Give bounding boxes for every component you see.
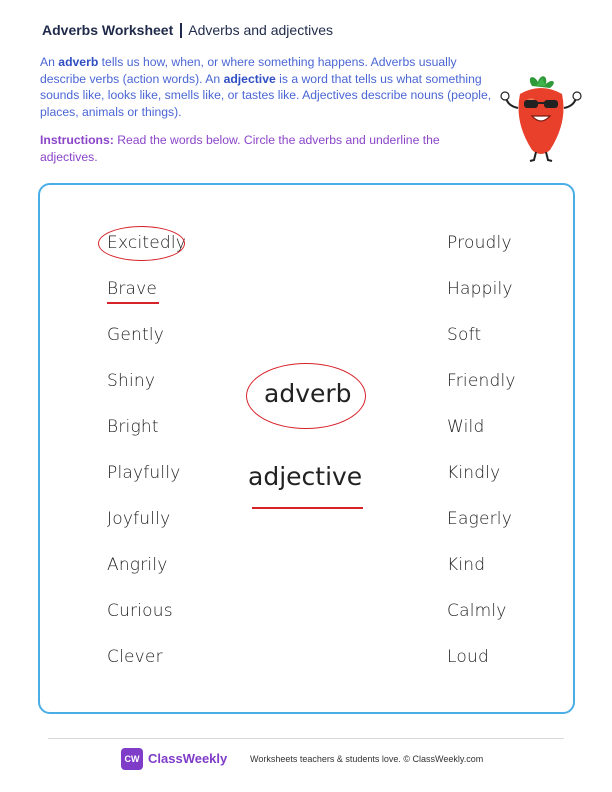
word-right-3[interactable]: Soft xyxy=(447,325,482,345)
word-left-4[interactable]: Shiny xyxy=(107,371,156,391)
intro-adverb-term: adverb xyxy=(58,55,99,69)
word-right-6[interactable]: Kindly xyxy=(447,463,501,483)
word-left-5[interactable]: Bright xyxy=(107,417,159,437)
word-left-1[interactable]: Excitedly xyxy=(107,233,187,253)
worksheet-subtitle: Adverbs and adjectives xyxy=(188,22,333,38)
key-adjective-underline xyxy=(252,507,363,509)
example-circle-mark xyxy=(98,226,185,261)
footer-divider xyxy=(48,738,564,739)
brand-logo-icon: CW xyxy=(121,748,143,770)
footer-tagline: Worksheets teachers & students love. © ClassWeekly.com xyxy=(250,754,484,764)
word-right-5[interactable]: Wild xyxy=(447,417,485,437)
brand-name: ClassWeekly xyxy=(148,751,228,766)
worksheet-title: Adverbs Worksheet xyxy=(42,22,174,38)
word-left-2[interactable]: Brave xyxy=(107,279,158,299)
instructions-label: Instructions: xyxy=(40,133,114,147)
word-left-10[interactable]: Clever xyxy=(107,647,163,667)
intro-text-3: is a word that tells us what something sounds like, looks like, smells like, or tastes like. Adjectives describe nouns (people, places, animals or things). xyxy=(40,71,492,119)
key-adverb-label: adverb xyxy=(264,379,352,408)
carrot-mascot-icon xyxy=(496,72,586,164)
word-left-9[interactable]: Curious xyxy=(107,601,173,621)
page-title xyxy=(42,22,333,38)
word-left-8[interactable]: Angrily xyxy=(107,555,168,575)
word-left-7[interactable]: Joyfully xyxy=(107,509,171,529)
word-right-7[interactable]: Eagerly xyxy=(447,509,512,529)
word-right-4[interactable]: Friendly xyxy=(447,371,516,391)
instructions-paragraph xyxy=(40,132,440,165)
word-panel xyxy=(38,183,575,714)
word-right-2[interactable]: Happily xyxy=(447,279,513,299)
word-left-3[interactable]: Gently xyxy=(107,325,165,345)
example-underline-mark xyxy=(107,302,159,304)
word-right-1[interactable]: Proudly xyxy=(447,233,512,253)
key-adjective-label: adjective xyxy=(248,462,363,491)
word-right-10[interactable]: Loud xyxy=(447,647,489,667)
word-left-6[interactable]: Playfully xyxy=(107,463,181,483)
intro-paragraph xyxy=(40,54,495,120)
intro-text-2: tells us how, when, or where something happens. Adverbs usually describe verbs (action words). An xyxy=(40,55,457,86)
word-right-9[interactable]: Calmly xyxy=(447,601,507,621)
intro-adjective-term: adjective xyxy=(223,71,276,86)
word-right-8[interactable]: Kind xyxy=(447,555,486,575)
title-divider xyxy=(180,23,182,38)
instructions-text: Read the words below. Circle the adverbs and underline the adjectives. xyxy=(40,133,440,164)
intro-text-1: An xyxy=(40,55,59,69)
